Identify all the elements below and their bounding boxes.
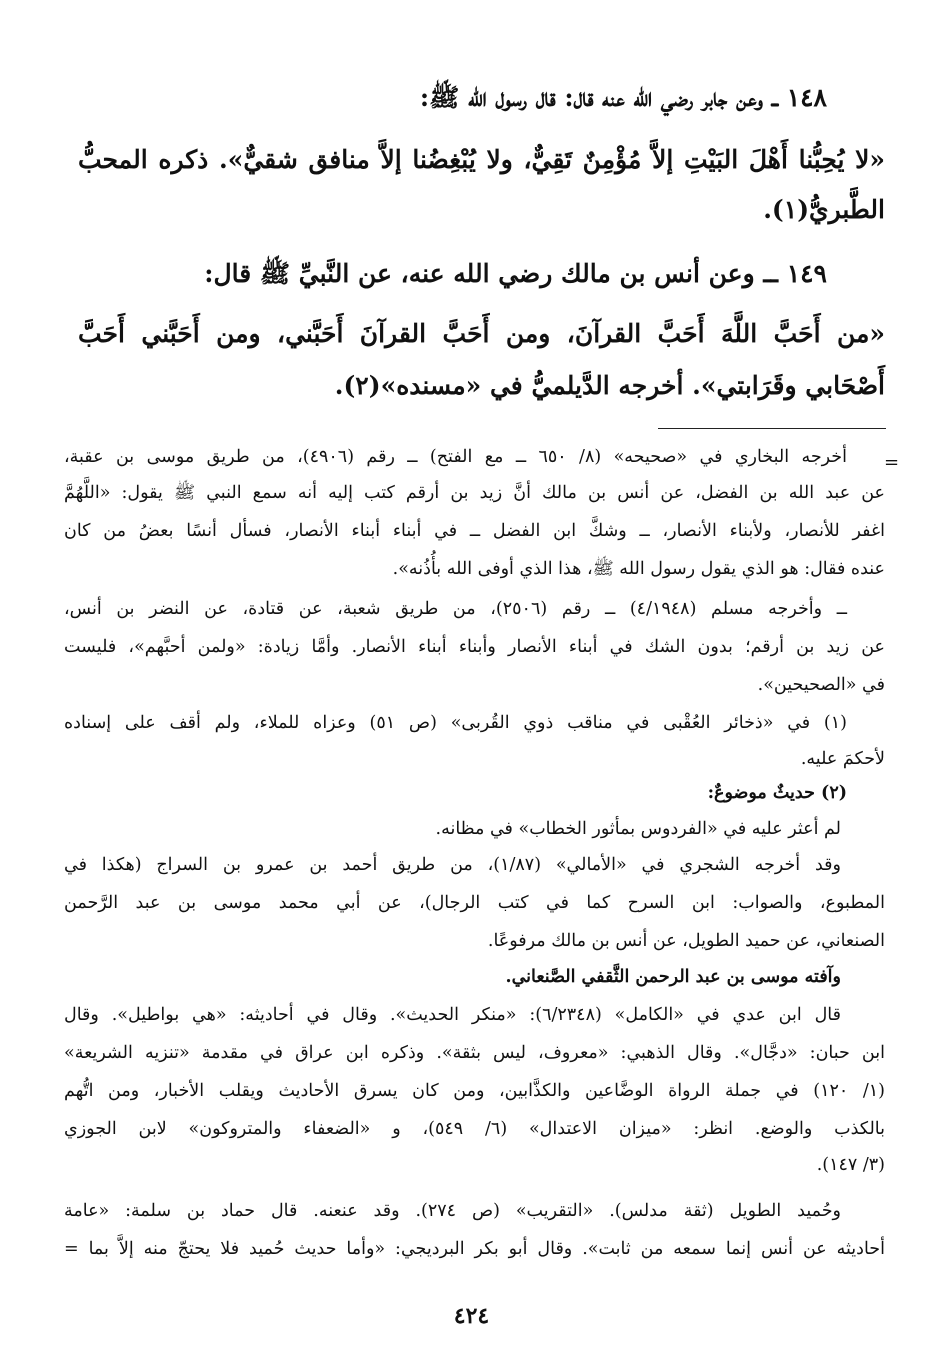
footnote-line: عن زيد بن أرقم؛ بدون الشك في أبناء الأنصار وأبناء أبناء الأنصار. وأمَّا زيادة: «ولمن أحبَّهم»، فليست [64,637,885,657]
footnote-line: لأحكمَ عليه. [800,749,885,769]
footnote-line: وآفته موسى بن عبد الرحمن الثَّقفي الصَّنعاني. [505,967,841,987]
hadith-148-text-line-2: الطَّبريُّ(١). [763,195,885,224]
continuation-mark: = [884,452,900,473]
hadith-148-heading: ١٤٨ ــ وعن جابر رضي الله عنه قال: قال رسول الله ﷺ: [419,83,827,112]
hadith-149-text-line-2: أَصْحَابي وقَرَابتي». أخرجه الدَّيلميُّ في «مسنده»(٢). [334,371,885,400]
footnote-line: (١/ ١٢٠) في جملة الرواة الوضَّاعين والكذَّابين، ومن كان يسرق الأحاديث ويقلب الأخبار، ومن اتُّهم [64,1081,885,1101]
footnote-line: بالكذب والوضع. انظر: «ميزان الاعتدال» (٦/ ٥٤٩)، و «الضعفاء والمتروكون» لابن الجوزي [64,1119,885,1139]
hadith-149-text-line-1: «من أَحَبَّ اللَّهَ أَحَبَّ القرآنَ، ومن أَحَبَّ القرآنَ أَحَبَّني، ومن أَحَبَّني أَحَبَّ [78,319,885,348]
footnote-1: (١) في «ذخائر العُقْبى في مناقب ذوي القُربى» (ص ٥١) وعزاه للملاء، ولم أقف على إسناده [64,713,847,733]
footnote-separator [658,428,886,429]
footnote-2-heading: (٢) حديثٌ موضوعٌ: [707,783,847,803]
footnote-line: (٣/ ١٤٧). [816,1155,885,1175]
footnote-line: أخرجه البخاري في «صحيحه» (٨/ ٦٥٠ ــ مع الفتح) ــ رقم (٤٩٠٦)، من طريق موسى بن عقبة، [64,447,847,467]
footnote-line: في «الصحيحين». [757,675,885,695]
footnote-line: عن عبد الله بن الفضل، عن أنس بن مالك أنَّ زيد بن أرقم كتب إليه أنه سمع النبي ﷺ يقول: «اللَّهُمَّ [64,483,885,503]
footnote-line: أحاديثه عن أنس إنما سمعه من ثابت». وقال أبو بكر البرديجي: «وأما حديث حُميد فلا يحتجّ منه إلاَّ بما = [64,1239,885,1259]
footnote-line: ــ وأخرجه مسلم (٤/١٩٤٨) ــ رقم (٢٥٠٦)، من طريق شعبة، عن قتادة، عن النضر بن أنس، [64,599,848,619]
footnote-line: عنده فقال: هو الذي يقول رسول الله ﷺ، هذا الذي أوفى الله بأُذُنه». [392,559,885,579]
page-number: ٤٢٤ [453,1303,490,1329]
footnote-line: وحُميد الطويل (ثقة مدلس). «التقريب» (ص ٢٧٤). وقد عنعنه. قال حماد بن سلمة: «عامة [64,1201,842,1221]
footnote-line: ابن حبان: «دجَّال». وقال الذهبي: «معروف، ليس بثقة». وذكره ابن عراق في مقدمة «تنزيه الشريعة» [64,1043,885,1063]
footnote-line: اغفر للأنصار، ولأبناء الأنصار، ــ وشكَّ ابن الفضل ــ في أبناء أبناء الأنصار، فسأل أنسًا بعضُ من كان [64,521,885,541]
footnote-line: المطبوع، والصواب: ابن السرح كما في كتب الرجال)، عن أبي محمد موسى بن عبد الرَّحمن [64,893,885,913]
hadith-149-heading: ١٤٩ ــ وعن أنس بن مالك رضي الله عنه، عن النَّبيِّ ﷺ قال: [204,259,827,288]
hadith-148-text-line-1: «لا يُحِبُّنا أَهْلَ البَيْتِ إلاَّ مُؤْمِنٌ تَقِيٌّ، ولا يُبْغِضُنا إلاَّ منافق شقيٌّ». ذكره المحبُّ [78,145,885,174]
footnote-line: الصنعاني، عن حميد الطويل، عن أنس بن مالك مرفوعًا. [487,931,885,951]
footnote-line: قال ابن عدي في «الكامل» (٦/٢٣٤٨): «منكر الحديث». وقال في أحاديثه: «هي بواطيل». وقال [64,1005,841,1025]
footnote-line: وقد أخرجه الشجري في «الأمالي» (١/٨٧)، من طريق أحمد بن عمرو بن السراج (هكذا في [64,855,841,875]
footnote-line: لم أعثر عليه في «الفردوس بمأثور الخطاب» في مظانه. [435,819,841,839]
